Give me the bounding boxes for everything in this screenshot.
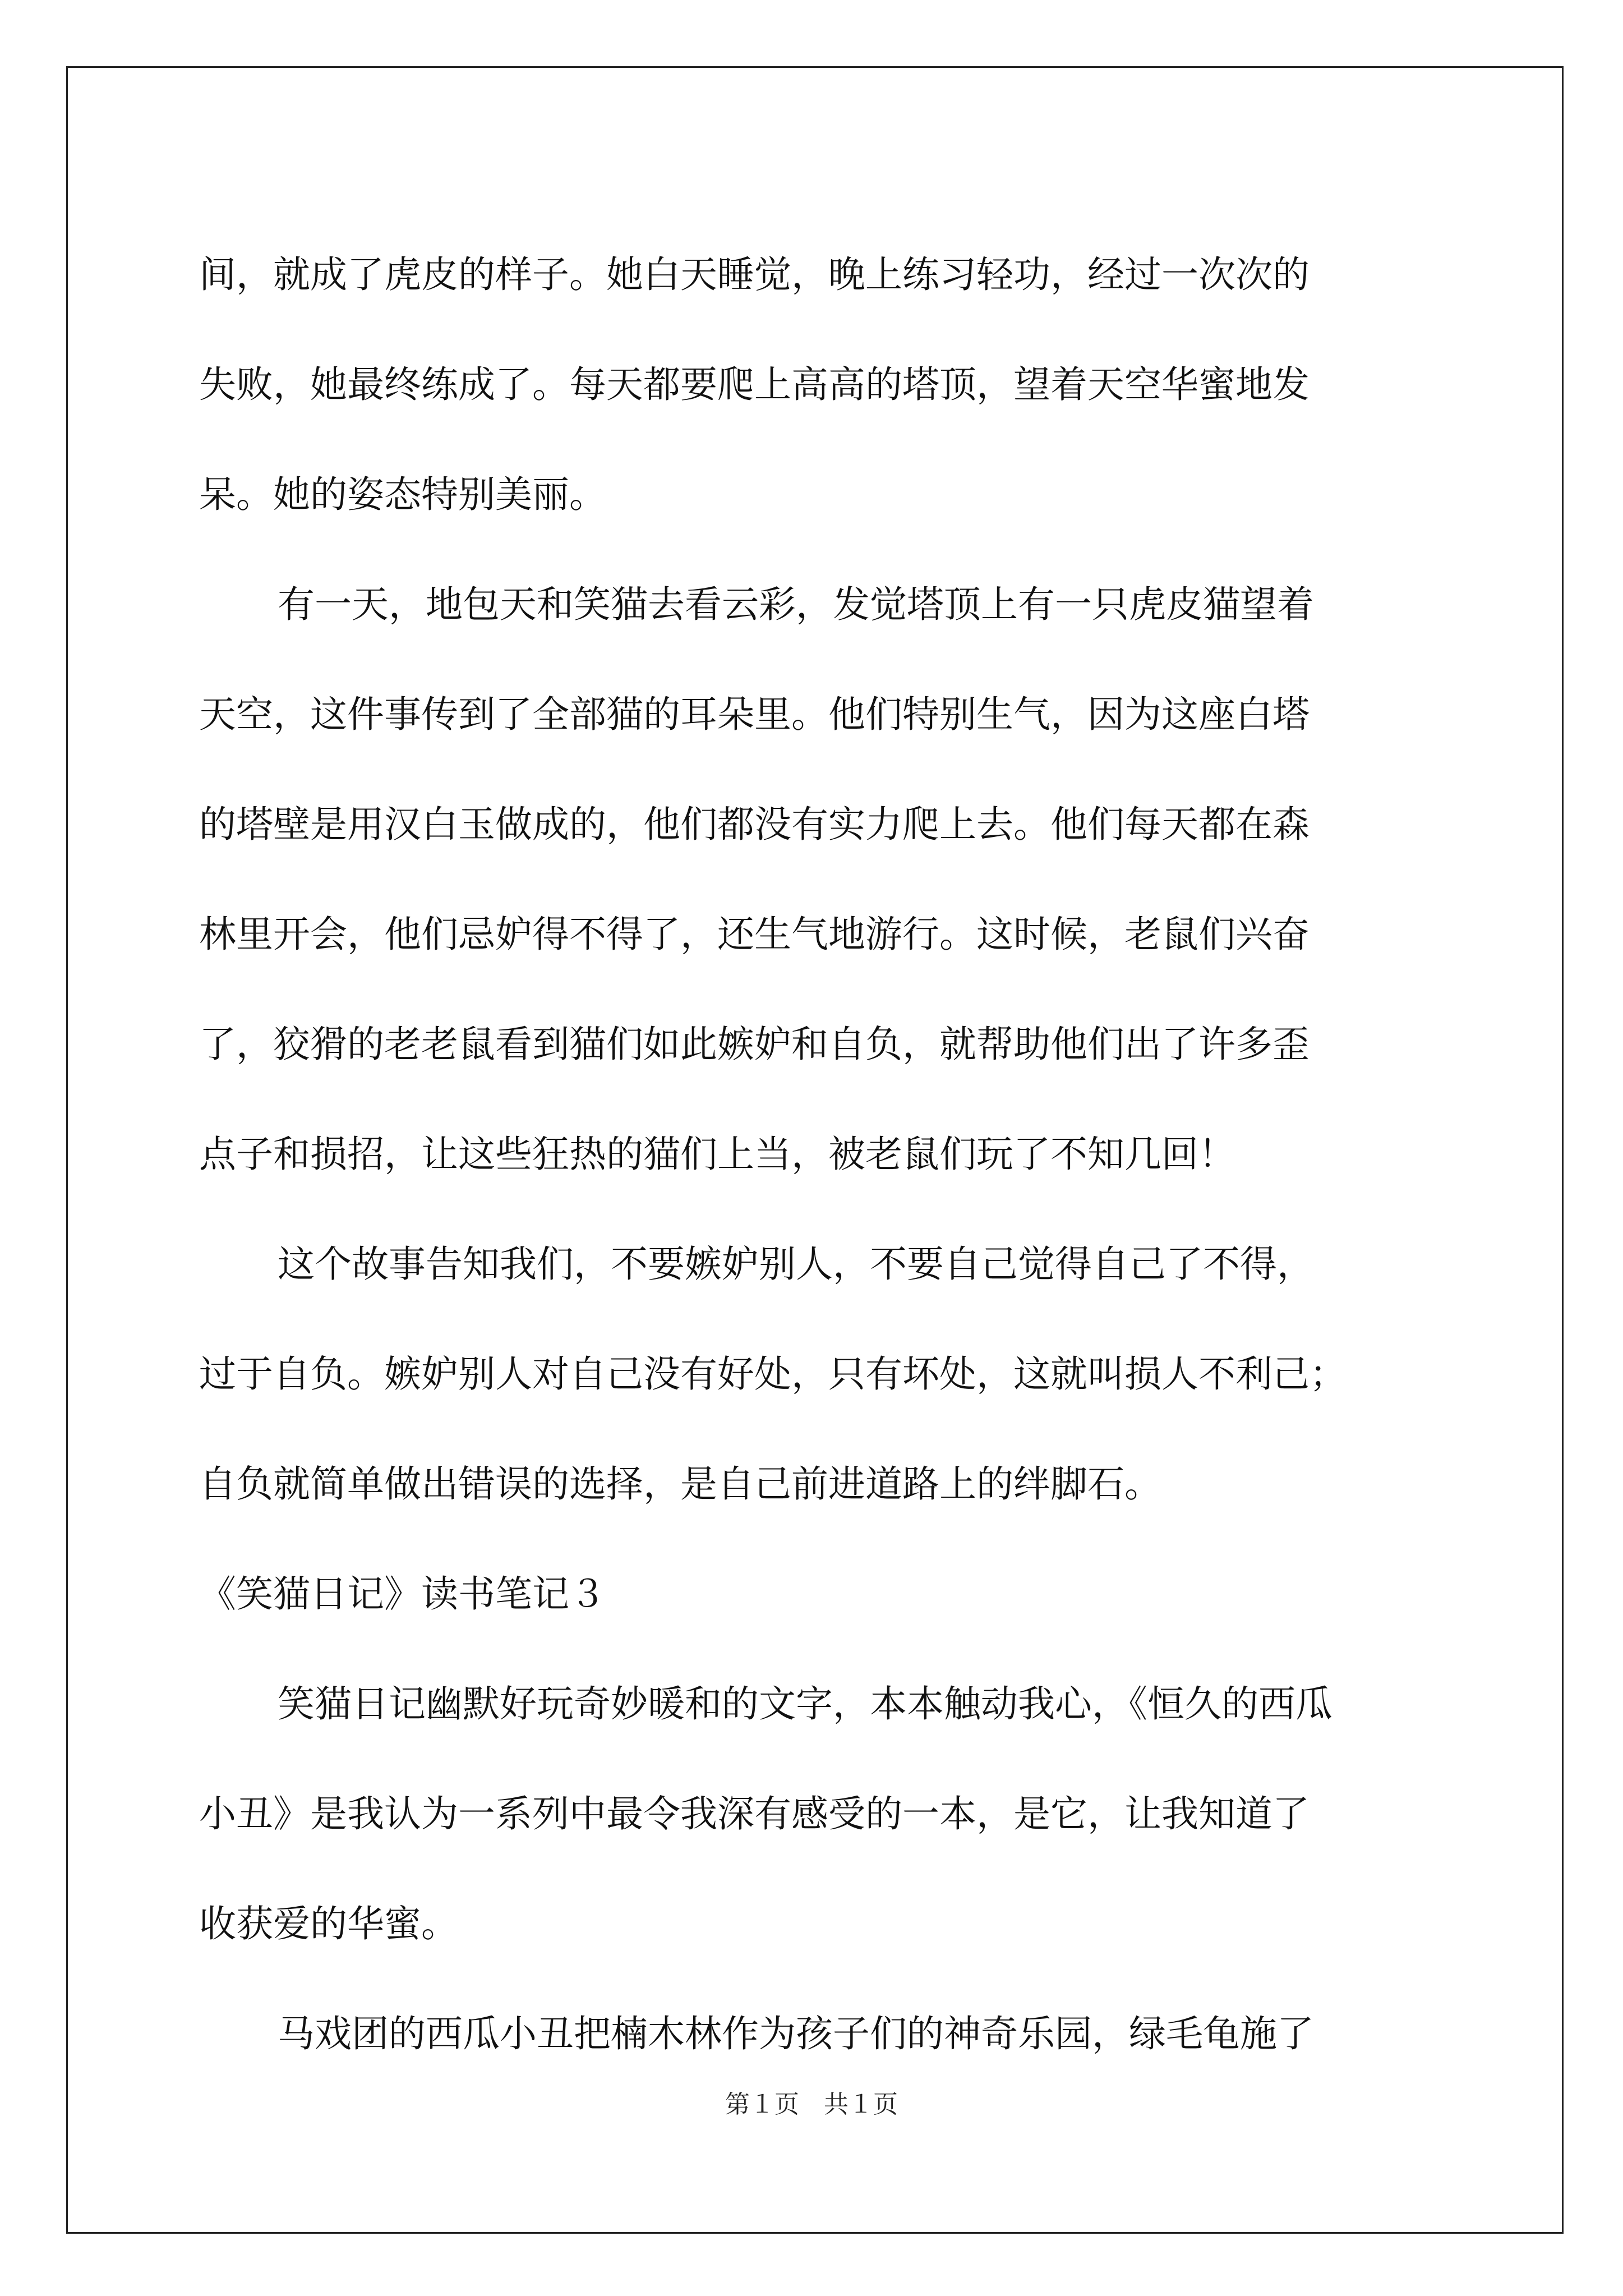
text-line: 呆。她的姿态特别美丽。 xyxy=(199,473,606,516)
text-line: 天空，这件事传到了全部猫的耳朵里。他们特别生气，因为这座白塔 xyxy=(199,693,1310,736)
text-line: 过于自负。嫉妒别人对自己没有好处，只有坏处，这就叫损人不利己； xyxy=(199,1352,1347,1396)
text-line: 的塔壁是用汉白玉做成的，他们都没有实力爬上去。他们每天都在森 xyxy=(199,803,1310,846)
paragraph-start-line: 这个故事告知我们，不要嫉妒别人，不要自己觉得自己了不得， xyxy=(278,1243,1314,1286)
text-line: 间，就成了虎皮的样子。她白天睡觉，晚上练习轻功，经过一次次的 xyxy=(199,253,1310,296)
page-number-footer: 第１页 共１页 xyxy=(725,2090,898,2119)
text-line: 收获爱的华蜜。 xyxy=(199,1902,458,1945)
text-line: 小丑》是我认为一系列中最令我深有感受的一本，是它，让我知道了 xyxy=(199,1792,1310,1835)
document-body xyxy=(199,220,1427,2089)
text-line: 林里开会，他们忌妒得不得了，还生气地游行。这时候，老鼠们兴奋 xyxy=(199,913,1310,956)
text-line: 了，狡猾的老老鼠看到猫们如此嫉妒和自负，就帮助他们出了许多歪 xyxy=(199,1023,1310,1066)
text-line: 点子和损招，让这些狂热的猫们上当，被老鼠们玩了不知几回！ xyxy=(199,1133,1235,1176)
section-heading: 《笑猫日记》读书笔记３ xyxy=(199,1572,606,1616)
paragraph-start-line: 有一天，地包天和笑猫去看云彩，发觉塔顶上有一只虎皮猫望着 xyxy=(278,583,1314,626)
paragraph-start-line: 马戏团的西瓜小丑把楠木林作为孩子们的神奇乐园，绿毛龟施了 xyxy=(278,2012,1314,2055)
text-line: 自负就简单做出错误的选择，是自己前进道路上的绊脚石。 xyxy=(199,1462,1161,1506)
text-line: 失败，她最终练成了。每天都要爬上高高的塔顶，望着天空华蜜地发 xyxy=(199,363,1310,406)
paragraph-start-line: 笑猫日记幽默好玩奇妙暖和的文字，本本触动我心，《恒久的西瓜 xyxy=(278,1682,1332,1726)
